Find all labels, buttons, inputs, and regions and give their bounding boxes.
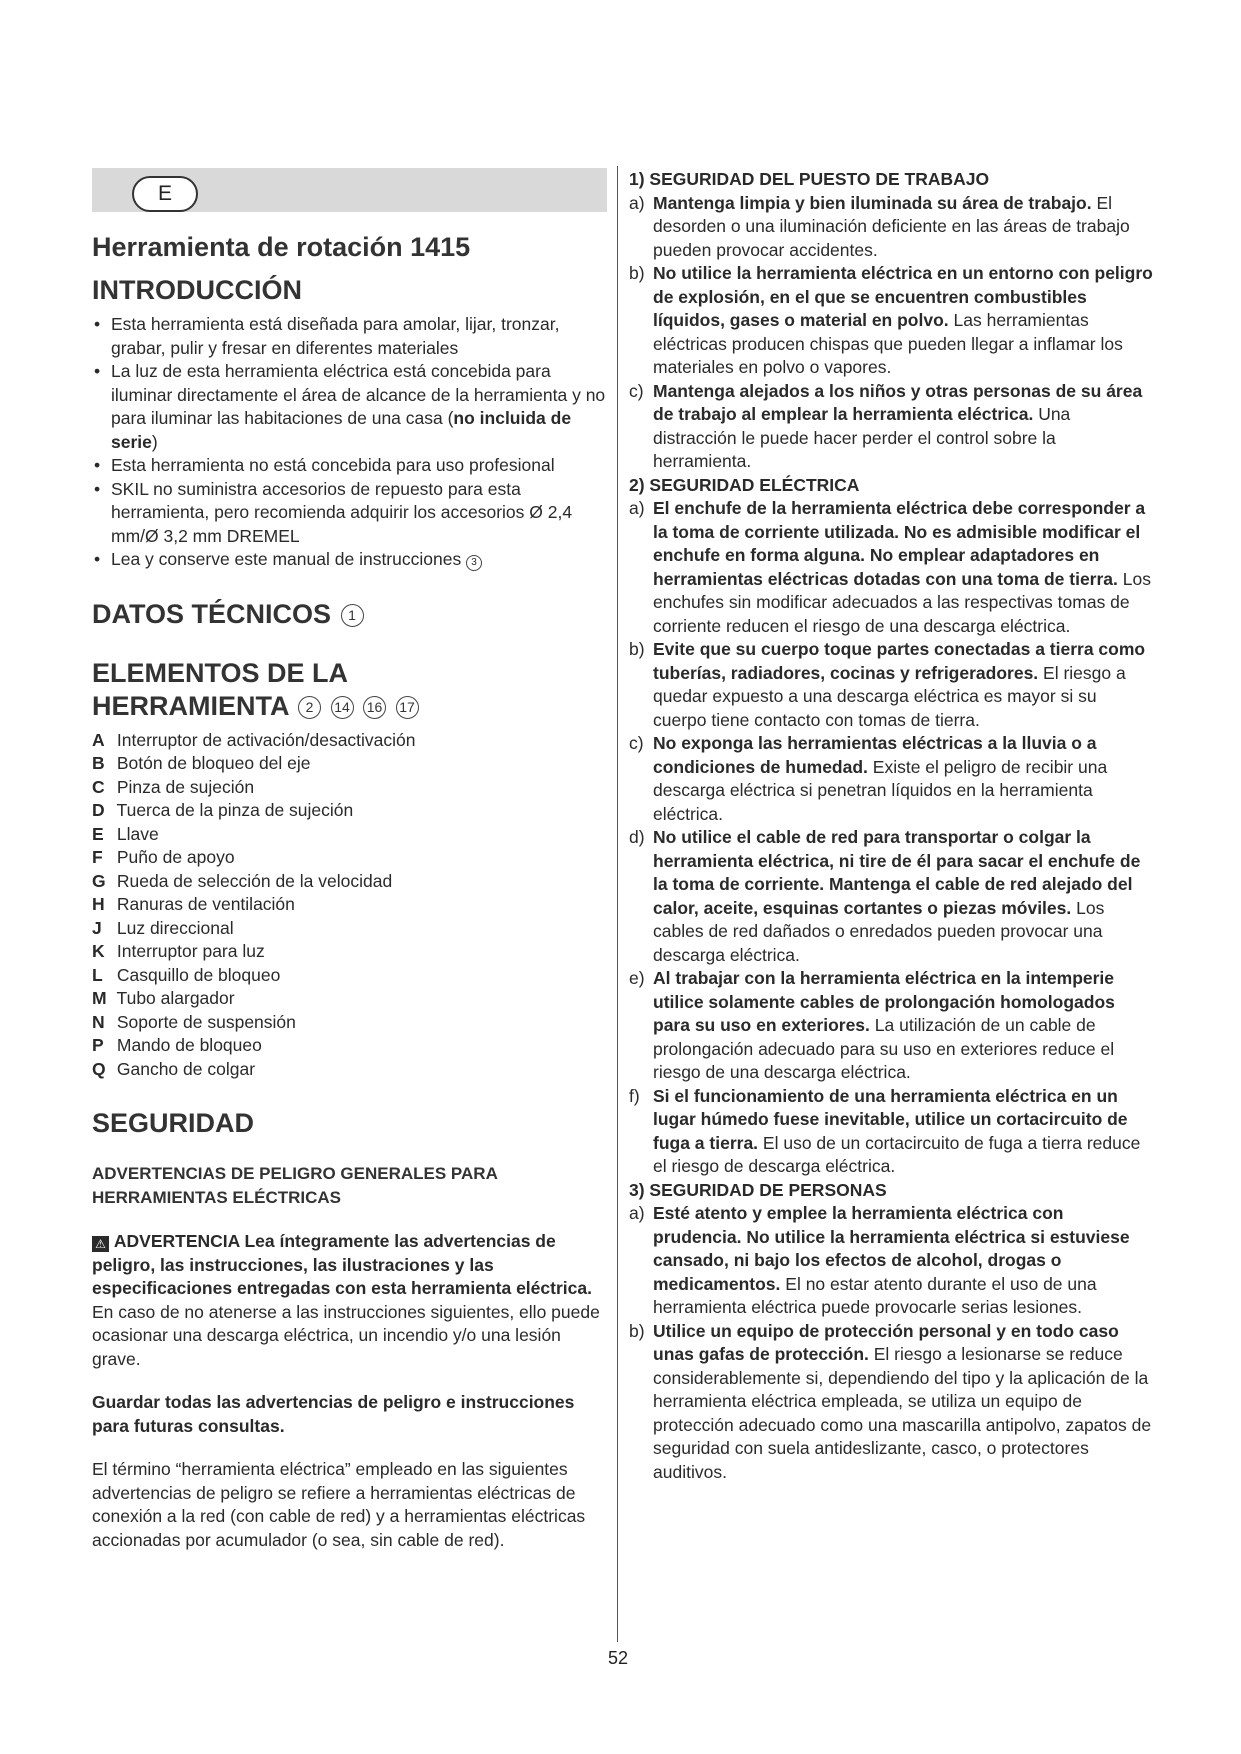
list-item: b) No utilice la herramienta eléctrica en un entorno con peligro de explosión, en el que se encuentren combustibles líquidos, gases o material en polvo. Las herramientas eléctricas producen chispas que pueden llegar a inflamar los materiales en polvo o vapores. <box>629 263 1153 377</box>
list-item: F Puño de apoyo <box>92 847 235 867</box>
list-item: f) Si el funcionamiento de una herramienta eléctrica en un lugar húmedo fuese inevitable, utilice un cortacircuito de fuga a tierra. El uso de un cortacircuito de fuga a tierra reduce el riesgo de descarga eléctrica. <box>629 1085 1141 1176</box>
list-item: A Interruptor de activación/desactivación <box>92 729 416 750</box>
intro-heading: INTRODUCCIÓN <box>92 275 302 305</box>
page-title: Herramienta de rotación 1415 <box>92 232 471 262</box>
list-item: D Tuerca de la pinza de sujeción <box>92 800 354 820</box>
list-item: G Rueda de selección de la velocidad <box>92 870 393 891</box>
guardar-paragraph: Guardar todas las advertencias de peligro e instrucciones para futuras consultas. <box>92 1392 575 1436</box>
list-item: • Esta herramienta está diseñada para amolar, lijar, tronzar, grabar, pulir y fresar en diferentes materiales <box>92 313 607 360</box>
list-item: a) El enchufe de la herramienta eléctrica debe corresponder a la toma de corriente utilizada. No es admisible modificar el enchufe en forma alguna. No emplear adaptadores en herramientas eléctricas dotadas con una toma de tierra. Los enchufes sin modificar adecuados a las respectivas tomas de corriente reducen el riesgo de una descarga eléctrica. <box>629 498 1151 636</box>
figure-ref-icon: 16 <box>363 696 386 719</box>
language-bar <box>92 168 607 212</box>
list-item: • SKIL no suministra accesorios de repuesto para esta herramienta, pero recomienda adquirir los accesorios Ø 2,4 mm/Ø 3,2 mm DREMEL <box>92 478 607 549</box>
list-item: H Ranuras de ventilación <box>92 894 295 914</box>
list-item: a) Mantenga limpia y bien iluminada su área de trabajo. El desorden o una iluminación deficiente en las áreas de trabajo pueden provocar accidentes. <box>629 192 1130 260</box>
figure-ref-icon: 3 <box>466 555 482 571</box>
list-item: • Lea y conserve este manual de instrucciones 3 <box>92 548 607 572</box>
list-item: e) Al trabajar con la herramienta eléctrica en la intemperie utilice solamente cables de prolongación homologados para su uso en exteriores. La utilización de un cable de prolongación adecuado para su uso en exteriores reduce el riesgo de una descarga eléctrica. <box>629 968 1115 1082</box>
list-item: c) No exponga las herramientas eléctricas a la lluvia o a condiciones de humedad. Existe el peligro de recibir una descarga eléctrica si penetran líquidos en la herramienta eléctrica. <box>629 733 1108 824</box>
list-item: M Tubo alargador <box>92 988 235 1008</box>
list-item: • Esta herramienta no está concebida para uso profesional <box>92 454 607 478</box>
list-item: b) Evite que su cuerpo toque partes conectadas a tierra como tuberías, radiadores, cocinas y refrigeradores. El riesgo a quedar expuesto a una descarga eléctrica es mayor si su cuerpo tiene contacto con tomas de tierra. <box>629 639 1146 730</box>
datos-heading: DATOS TÉCNICOS 1 <box>92 598 607 631</box>
figure-ref-icon: 2 <box>298 696 321 719</box>
left-column <box>92 168 607 1552</box>
list-item: J Luz direccional <box>92 917 234 938</box>
list-item: E Llave <box>92 823 159 844</box>
section-heading: 1) SEGURIDAD DEL PUESTO DE TRABAJO <box>629 169 990 189</box>
list-item: Q Gancho de colgar <box>92 1058 256 1079</box>
column-divider <box>617 166 618 1642</box>
language-badge: E <box>132 176 198 212</box>
figure-ref-icon: 17 <box>396 696 419 719</box>
termino-paragraph: El término “herramienta eléctrica” empleado en las siguientes advertencias de peligro se refiere a herramientas eléctricas de conexión a la red (con cable de red) y a herramientas eléctricas accionadas por acumulador (o sea, sin cable de red). <box>92 1459 586 1550</box>
list-item: N Soporte de suspensión <box>92 1011 296 1032</box>
list-item: B Botón de bloqueo del eje <box>92 753 311 773</box>
list-item: L Casquillo de bloqueo <box>92 964 281 985</box>
list-item: c) Mantenga alejados a los niños y otras personas de su área de trabajo al emplear la herramienta eléctrica. Una distracción le puede hacer perder el control sobre la herramienta. <box>629 380 1143 471</box>
intro-list <box>92 313 607 572</box>
elementos-heading: ELEMENTOS DE LA HERRAMIENTA 2 14 16 17 <box>92 657 607 723</box>
list-item: C Pinza de sujeción <box>92 776 255 797</box>
list-item: P Mando de bloqueo <box>92 1035 262 1055</box>
list-item: K Interruptor para luz <box>92 941 265 961</box>
seguridad-heading: SEGURIDAD <box>92 1108 255 1138</box>
list-item: d) No utilice el cable de red para transportar o colgar la herramienta eléctrica, ni tire de él para sacar el enchufe de la toma de corriente. Mantenga el cable de red alejado del calor, aceite, esquinas cortantes o piezas móviles. Los cables de red dañados o enredados pueden provocar una descarga eléctrica. <box>629 827 1141 965</box>
list-item: a) Esté atento y emplee la herramienta eléctrica con prudencia. No utilice la herramienta eléctrica si estuviese cansado, ni bajo los efectos de alcohol, drogas o medicamentos. El no estar atento durante el uso de una herramienta eléctrica puede provocarle serias lesiones. <box>629 1203 1130 1317</box>
list-item: • La luz de esta herramienta eléctrica está concebida para iluminar directamente el área de alcance de la herramienta y no para iluminar las habitaciones de una casa (no incluida de serie) <box>92 360 607 454</box>
warning-icon: ⚠ <box>92 1236 109 1252</box>
parts-list <box>92 729 607 1082</box>
figure-ref-icon: 1 <box>341 604 364 627</box>
seguridad-subheading: ADVERTENCIAS DE PELIGRO GENERALES PARA HERRAMIENTAS ELÉCTRICAS <box>92 1164 498 1207</box>
list-item: b) Utilice un equipo de protección personal y en todo caso unas gafas de protección. El riesgo a lesionarse se reduce considerablemente si, dependiendo del tipo y la aplicación de la herramienta eléctrica empleada, se utiliza un equipo de protección adecuado como una mascarilla antipolvo, zapatos de seguridad con suela antideslizante, casco, o protectores auditivos. <box>629 1320 1152 1482</box>
page-number: 52 <box>608 1648 629 1668</box>
figure-ref-icon: 14 <box>331 696 354 719</box>
section-heading: 3) SEGURIDAD DE PERSONAS <box>629 1179 887 1200</box>
warning-paragraph: ⚠ ADVERTENCIA Lea íntegramente las advertencias de peligro, las instrucciones, las ilustraciones y las especificaciones entregadas con esta herramienta eléctrica. En caso de no atenerse a las instrucciones siguientes, ello puede ocasionar una descarga eléctrica, un incendio y/o una lesión grave. <box>92 1231 600 1369</box>
section-heading: 2) SEGURIDAD ELÉCTRICA <box>629 474 860 495</box>
right-column <box>629 168 1154 1484</box>
